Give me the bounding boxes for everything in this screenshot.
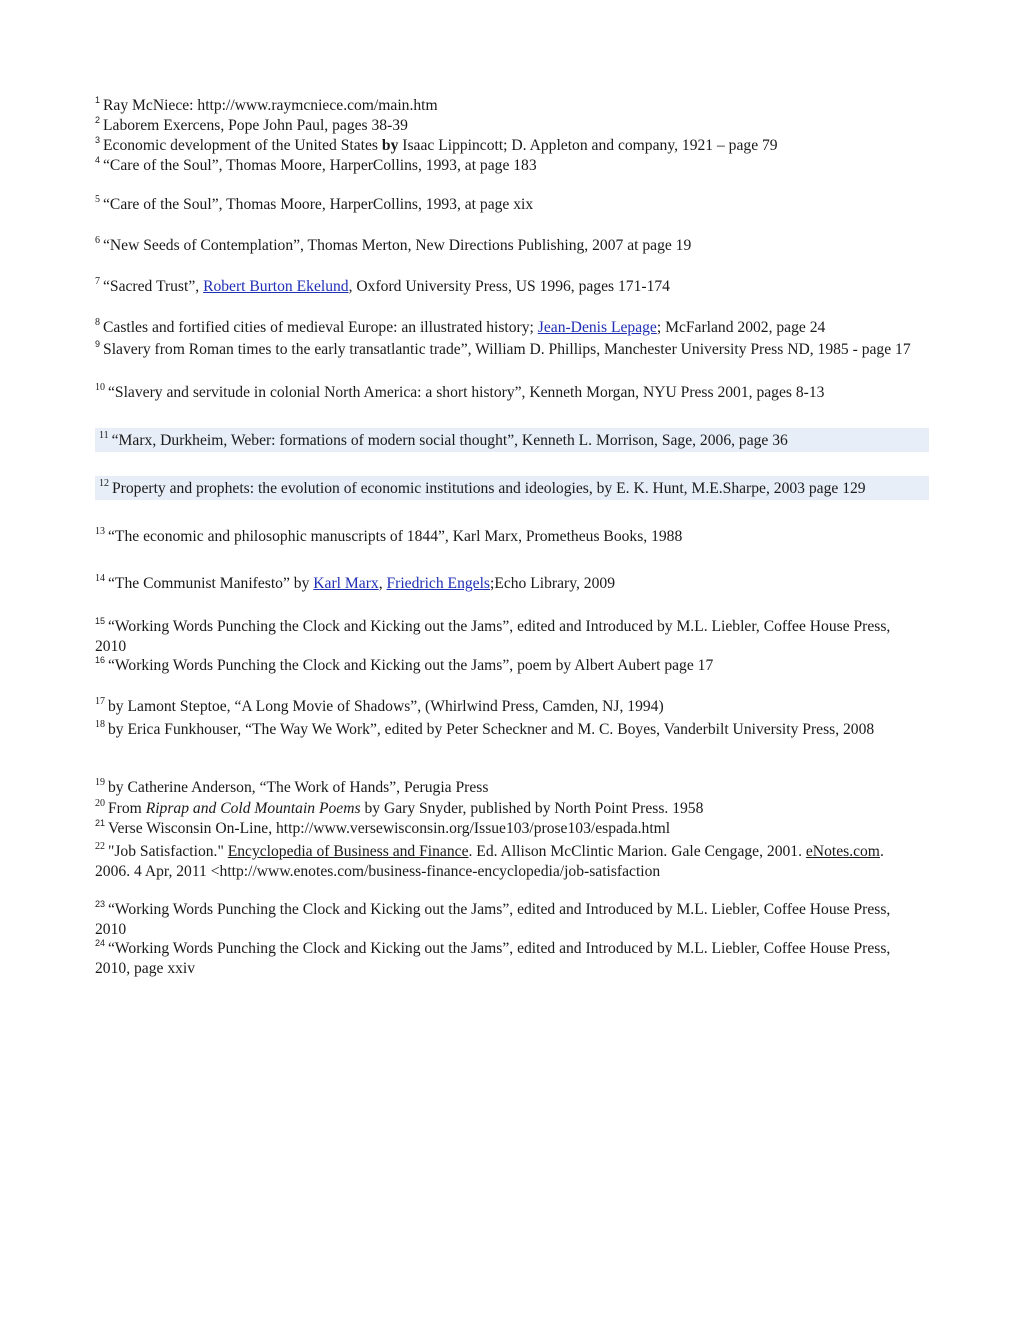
- footnote-16: $^{16}$ “Working Words Punching the Clock and Kicking out the Jams”, poem by Albert Aubert page 17: [95, 654, 714, 674]
- footnote-17: $^{17}$ by Lamont Steptoe, “A Long Movie of Shadows”, (Whirlwind Press, Camden, NJ, 1994): [95, 695, 664, 715]
- footnote-10: $^{10}$ “Slavery and servitude in colonial North America: a short history”, Kenneth Morgan, NYU Press 2001, pages 8-13: [95, 381, 825, 401]
- footnote-20: $^{20}$ From Riprap and Cold Mountain Poems by Gary Snyder, published by North Point Press. 1958: [95, 797, 704, 817]
- footnote-19: $^{19}$ by Catherine Anderson, “The Work of Hands”, Perugia Press: [95, 776, 489, 796]
- footnote-22: $^{22}$ "Job Satisfaction." Encyclopedia of Business and Finance. Ed. Allison McClintic Marion. Gale Cengage, 2001. eNotes.com. 2006. 4 Apr, 2011 <http://www.enotes.com/business-finance-encyclopedia/job-satisfaction: [95, 840, 884, 880]
- footnote-21: $^{21}$ Verse Wisconsin On-Line, http://www.versewisconsin.org/Issue103/prose103/espada.html: [95, 817, 671, 837]
- encyclopedia-title: Encyclopedia of Business and Finance: [227, 843, 469, 860]
- footnote-2: $^2$ Laborem Exercens, Pope John Paul, pages 38-39: [95, 114, 408, 134]
- footnote-9: $^9$ Slavery from Roman times to the early transatlantic trade”, William D. Phillips, Manchester University Press ND, 1985 - page 17: [95, 338, 911, 358]
- footnote-7: $^7$ “Sacred Trust”, Robert Burton Ekelund, Oxford University Press, US 1996, pages 171-174: [95, 275, 670, 295]
- footnote-5: $^5$ “Care of the Soul”, Thomas Moore, HarperCollins, 1993, at page xix: [95, 193, 534, 213]
- enotes-link[interactable]: eNotes.com: [805, 843, 880, 860]
- footnote-6: $^6$ “New Seeds of Contemplation”, Thomas Merton, New Directions Publishing, 2007 at page 19: [95, 234, 692, 254]
- author-link-engels[interactable]: Friedrich Engels: [386, 575, 490, 592]
- footnote-23: $^{23}$ “Working Words Punching the Clock and Kicking out the Jams”, edited and Introduced by M.L. Liebler, Coffee House Press, 2010: [95, 898, 891, 938]
- footnote-13: $^{13}$ “The economic and philosophic manuscripts of 1844”, Karl Marx, Prometheus Books, 1988: [95, 525, 683, 545]
- footnote-11: $^{11}$ “Marx, Durkheim, Weber: formations of modern social thought”, Kenneth L. Morrison, Sage, 2006, page 36: [99, 429, 788, 449]
- footnote-1: $^1$ Ray McNiece: http://www.raymcniece.com/main.htm: [95, 94, 438, 114]
- footnote-14: $^{14}$ “The Communist Manifesto” by Karl Marx, Friedrich Engels;Echo Library, 2009: [95, 572, 615, 592]
- footnote-4: $^4$ “Care of the Soul”, Thomas Moore, HarperCollins, 1993, at page 183: [95, 154, 537, 174]
- footnote-24: $^{24}$ “Working Words Punching the Clock and Kicking out the Jams”, edited and Introduced by M.L. Liebler, Coffee House Press, 2010, page xxiv: [95, 937, 891, 977]
- author-link-marx[interactable]: Karl Marx: [313, 575, 379, 592]
- footnote-3: $^3$ Economic development of the United States by Isaac Lippincott; D. Appleton and company, 1921 – page 79: [95, 134, 778, 154]
- footnote-15: $^{15}$ “Working Words Punching the Clock and Kicking out the Jams”, edited and Introduced by M.L. Liebler, Coffee House Press, 2010: [95, 615, 891, 655]
- footnote-12: $^{12}$ Property and prophets: the evolution of economic institutions and ideologies, by E. K. Hunt, M.E.Sharpe, 2003 page 129: [99, 477, 866, 497]
- author-link[interactable]: Jean-Denis Lepage: [537, 319, 657, 336]
- footnote-18: $^{18}$ by Erica Funkhouser, “The Way We Work”, edited by Peter Scheckner and M. C. Boyes, Vanderbilt University Press, 2008: [95, 718, 875, 738]
- author-link[interactable]: Robert Burton Ekelund: [203, 278, 349, 295]
- footnote-8: $^8$ Castles and fortified cities of medieval Europe: an illustrated history; Jean-Denis Lepage; McFarland 2002, page 24: [95, 316, 826, 336]
